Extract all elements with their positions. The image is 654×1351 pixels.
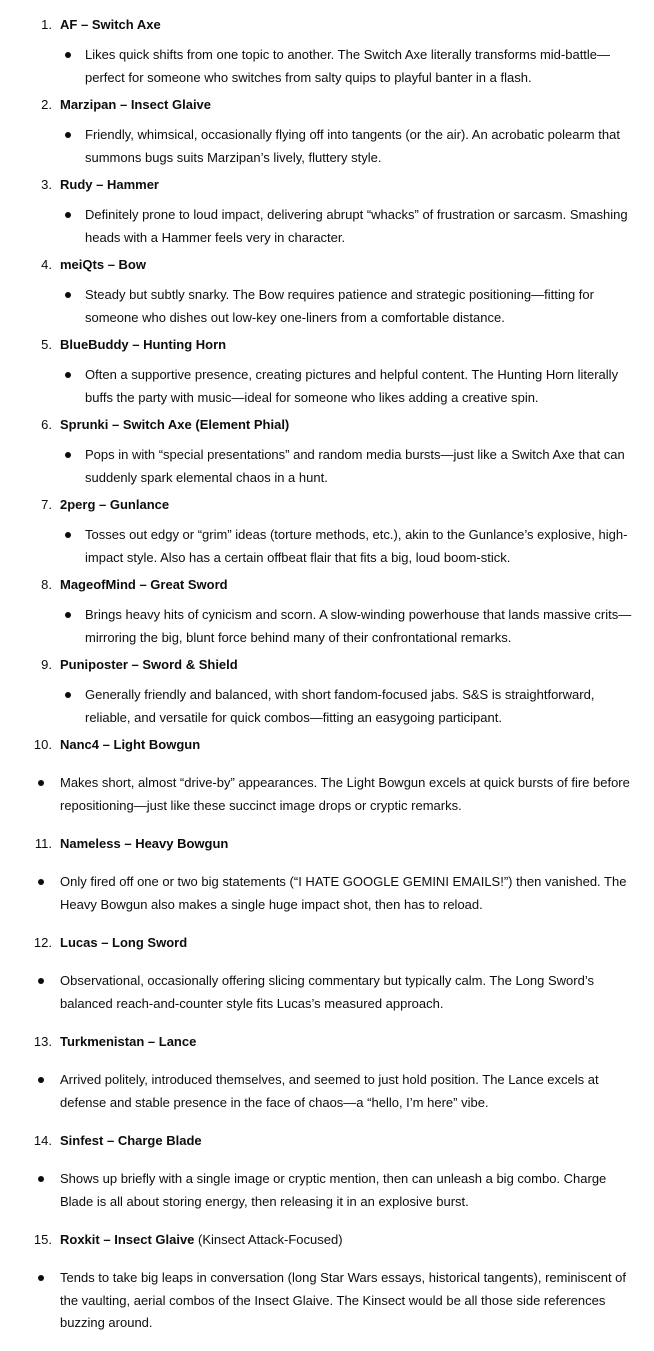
bullet-dot [38, 879, 44, 885]
item-number: 3. [41, 177, 52, 192]
item-title: MageofMind – Great Sword [60, 577, 228, 592]
member-name: 2perg [60, 497, 96, 512]
item-title: meiQts – Bow [60, 257, 146, 272]
item-description: Steady but subtly snarky. The Bow requires patience and strategic positioning—fitting for someone who dishes out low-key one-liners from a comfortable distance. [85, 287, 594, 325]
item-title: Puniposter – Sword & Shield [60, 657, 238, 672]
list-item [0, 94, 654, 165]
list-item-heading [0, 494, 654, 516]
item-description: Brings heavy hits of cynicism and scorn. A slow-winding powerhouse that lands massive crits—mirroring the big, blunt force behind many of their confrontational remarks. [85, 607, 632, 645]
item-description: Makes short, almost “drive-by” appearances. The Light Bowgun excels at quick bursts of fire before repositioning—just like these succinct image drops or cryptic remarks. [60, 775, 630, 813]
list-item [0, 14, 654, 85]
item-title: Nameless – Heavy Bowgun [60, 836, 229, 851]
list-item [0, 414, 654, 485]
bullet-dot [65, 692, 71, 698]
item-title: Nanc4 – Light Bowgun [60, 737, 201, 752]
member-name: Sprunki [60, 417, 109, 432]
member-name: BlueBuddy [60, 337, 129, 352]
weapon-note: (Kinsect Attack-Focused) [198, 1232, 343, 1247]
item-number: 15. [33, 1232, 52, 1247]
item-number: 9. [41, 657, 52, 672]
item-title: AF – Switch Axe [60, 17, 161, 32]
bullet-dot [38, 1275, 44, 1281]
item-number: 5. [41, 337, 52, 352]
item-number: 7. [41, 497, 52, 512]
bullet-dot [65, 532, 71, 538]
item-description: Likes quick shifts from one topic to another. The Switch Axe literally transforms mid-battle—perfect for someone who switches from salty quips to playful banter in a flash. [85, 47, 611, 85]
item-description: Definitely prone to loud impact, delivering abrupt “whacks” of frustration or sarcasm. Smashing heads with a Hammer feels very in character. [85, 207, 628, 245]
item-description: Friendly, whimsical, occasionally flying off into tangents (or the air). An acrobatic polearm that summons bugs suits Marzipan’s lively, fluttery style. [85, 127, 620, 165]
weapon-name: Charge Blade [117, 1133, 202, 1148]
list-item [0, 1229, 654, 1330]
item-title: Marzipan – Insect Glaive [60, 97, 212, 112]
item-title: 2perg – Gunlance [60, 497, 170, 512]
list-item [0, 334, 654, 405]
item-description: Often a supportive presence, creating pictures and helpful content. The Hunting Horn literally buffs the party with music—ideal for someone who likes adding a creative spin. [85, 367, 619, 405]
list-item-heading [0, 574, 654, 596]
item-number: 2. [41, 97, 52, 112]
list-item [0, 174, 654, 245]
bullet-dot [65, 212, 71, 218]
item-title: BlueBuddy – Hunting Horn [60, 337, 227, 352]
item-title: Sinfest – Charge Blade [60, 1133, 202, 1148]
item-description: Generally friendly and balanced, with short fandom-focused jabs. S&S is straightforward, reliable, and versatile for quick combos—fitting an easygoing participant. [85, 687, 595, 725]
bullet-dot [38, 978, 44, 984]
bullet-dot [65, 292, 71, 298]
list-item-heading [0, 734, 654, 756]
item-number: 14. [33, 1133, 52, 1148]
list-item-heading [0, 833, 654, 855]
item-description: Arrived politely, introduced themselves, and seemed to just hold position. The Lance excels at defense and stable presence in the face of chaos—a “hello, I’m here” vibe. [60, 1072, 599, 1110]
weapon-name: Lance [158, 1034, 197, 1049]
weapon-name: Hammer [106, 177, 159, 192]
bullet-dot [65, 52, 71, 58]
bullet-dot [65, 612, 71, 618]
item-title: Roxkit – Insect Glaive (Kinsect Attack-Focused) [60, 1232, 343, 1247]
item-description: Observational, occasionally offering slicing commentary but typically calm. The Long Sword’s balanced reach-and-counter style fits Lucas’s measured approach. [60, 973, 594, 1011]
member-name: Rudy [60, 177, 93, 192]
item-title: Turkmenistan – Lance [60, 1034, 197, 1049]
item-description: Shows up briefly with a single image or cryptic mention, then can unleash a big combo. Charge Blade is all about storing energy, then releasing it in an explosive burst. [60, 1171, 607, 1209]
list-item-heading [0, 1130, 654, 1152]
member-name: Nameless [60, 836, 121, 851]
member-name: Marzipan [60, 97, 117, 112]
weapon-name: Long Sword [112, 935, 188, 950]
item-number: 10. [33, 737, 52, 752]
bullet-dot [65, 452, 71, 458]
list-item-heading [0, 14, 654, 36]
list-item-heading [0, 1229, 654, 1251]
bullet-dot [65, 132, 71, 138]
item-number: 1. [41, 17, 52, 32]
member-name: Sinfest [60, 1133, 104, 1148]
list-item-heading [0, 174, 654, 196]
item-title: Rudy – Hammer [60, 177, 159, 192]
weapon-name: Heavy Bowgun [135, 836, 229, 851]
list-item [0, 833, 654, 912]
list-item-heading [0, 414, 654, 436]
member-name: Lucas [60, 935, 98, 950]
bullet-dot [38, 780, 44, 786]
list-item [0, 932, 654, 1011]
item-description: Pops in with “special presentations” and random media bursts—just like a Switch Axe that can suddenly spark elemental chaos in a hunt. [85, 447, 625, 485]
list-item-heading [0, 254, 654, 276]
list-item-heading [0, 94, 654, 116]
bullet-dot [38, 1077, 44, 1083]
list-item-heading [0, 334, 654, 356]
item-number: 4. [41, 257, 52, 272]
weapon-name: Great Sword [150, 577, 228, 592]
weapon-name: Switch Axe (Element Phial) [122, 417, 290, 432]
item-description: Tends to take big leaps in conversation (long Star Wars essays, historical tangents), reminiscent of the vaulting, aerial combos of the Insect Glaive. The Kinsect would be all those side references buzzing around. [60, 1270, 627, 1330]
weapon-name: Switch Axe [91, 17, 161, 32]
weapon-name: Hunting Horn [143, 337, 227, 352]
item-number: 11. [34, 836, 52, 851]
item-title: Lucas – Long Sword [60, 935, 188, 950]
list-item-heading [0, 654, 654, 676]
item-title: Sprunki – Switch Axe (Element Phial) [60, 417, 290, 432]
weapon-name: Sword & Shield [142, 657, 238, 672]
item-number: 6. [41, 417, 52, 432]
weapon-name: Bow [118, 257, 146, 272]
item-number: 13. [33, 1034, 52, 1049]
member-name: AF [60, 17, 78, 32]
member-name: Roxkit [60, 1232, 100, 1247]
item-description: Tosses out edgy or “grim” ideas (torture methods, etc.), akin to the Gunlance’s explosive, high-impact style. Also has a certain offbeat flair that fits a big, loud boom-stick. [85, 527, 628, 565]
list-item [0, 1031, 654, 1110]
weapon-name: Gunlance [109, 497, 170, 512]
list-item-heading [0, 1031, 654, 1053]
list-item [0, 254, 654, 325]
list-item [0, 654, 654, 725]
member-name: meiQts [60, 257, 105, 272]
member-name: Nanc4 [60, 737, 100, 752]
member-name: Turkmenistan [60, 1034, 145, 1049]
list-item-heading [0, 932, 654, 954]
weapon-name: Insect Glaive [114, 1232, 195, 1247]
member-name: MageofMind [60, 577, 136, 592]
list-item [0, 494, 654, 565]
list-item [0, 574, 654, 645]
bullet-dot [38, 1176, 44, 1182]
item-number: 8. [41, 577, 52, 592]
weapon-name: Insect Glaive [130, 97, 212, 112]
list-item [0, 734, 654, 813]
item-number: 12. [33, 935, 52, 950]
item-description: Only fired off one or two big statements (“I HATE GOOGLE GEMINI EMAILS!”) then vanished. The Heavy Bowgun also makes a single huge impact shot, then has to reload. [60, 874, 627, 912]
weapon-name: Light Bowgun [113, 737, 201, 752]
bullet-dot [65, 372, 71, 378]
list-item [0, 1130, 654, 1209]
member-name: Puniposter [60, 657, 128, 672]
